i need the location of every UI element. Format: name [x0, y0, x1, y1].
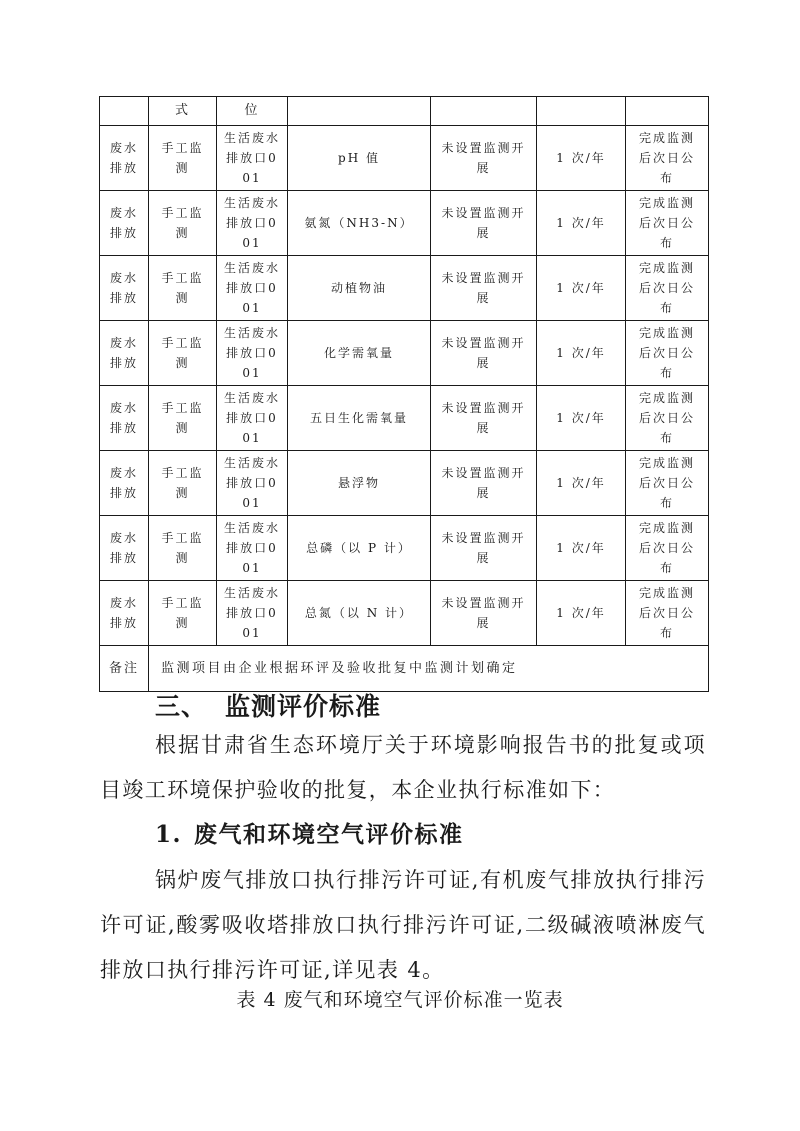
- category-cell: 废水排放: [100, 386, 149, 451]
- frequency-cell: 1 次/年: [537, 451, 626, 516]
- publish-cell: 完成监测后次日公布: [626, 451, 709, 516]
- publish-cell: 完成监测后次日公布: [626, 191, 709, 256]
- publish-cell: 完成监测后次日公布: [626, 516, 709, 581]
- indicator-cell: 化学需氧量: [288, 321, 431, 386]
- frequency-cell: 1 次/年: [537, 126, 626, 191]
- method-cell: 手工监测: [149, 451, 217, 516]
- status-cell: 未设置监测开展: [431, 256, 537, 321]
- table-header-cell: 位: [217, 97, 288, 126]
- indicator-cell: 氨氮（NH3-N）: [288, 191, 431, 256]
- status-cell: 未设置监测开展: [431, 451, 537, 516]
- frequency-cell: 1 次/年: [537, 516, 626, 581]
- table-row: [100, 321, 709, 386]
- point-cell: 生活废水排放口001: [217, 256, 288, 321]
- subsection-title: 废气和环境空气评价标准: [194, 821, 464, 848]
- status-cell: 未设置监测开展: [431, 516, 537, 581]
- method-cell: 手工监测: [149, 126, 217, 191]
- subsection-heading: [155, 819, 464, 851]
- category-cell: 废水排放: [100, 516, 149, 581]
- table-row: [100, 451, 709, 516]
- publish-cell: 完成监测后次日公布: [626, 321, 709, 386]
- status-cell: 未设置监测开展: [431, 126, 537, 191]
- method-cell: 手工监测: [149, 191, 217, 256]
- table-header-cell: [626, 97, 709, 126]
- frequency-cell: 1 次/年: [537, 191, 626, 256]
- point-cell: 生活废水排放口001: [217, 126, 288, 191]
- frequency-cell: 1 次/年: [537, 386, 626, 451]
- subsection-number: 1.: [155, 821, 183, 848]
- category-cell: 废水排放: [100, 581, 149, 646]
- status-cell: 未设置监测开展: [431, 191, 537, 256]
- status-cell: 未设置监测开展: [431, 321, 537, 386]
- point-cell: 生活废水排放口001: [217, 516, 288, 581]
- point-cell: 生活废水排放口001: [217, 321, 288, 386]
- table-row: [100, 581, 709, 646]
- publish-cell: 完成监测后次日公布: [626, 581, 709, 646]
- remark-label-cell: 备注: [100, 646, 149, 692]
- indicator-cell: 总氮（以 N 计）: [288, 581, 431, 646]
- indicator-cell: 悬浮物: [288, 451, 431, 516]
- frequency-cell: 1 次/年: [537, 256, 626, 321]
- table-row: [100, 256, 709, 321]
- indicator-cell: 总磷（以 P 计）: [288, 516, 431, 581]
- table-row: [100, 191, 709, 256]
- category-cell: 废水排放: [100, 191, 149, 256]
- category-cell: 废水排放: [100, 256, 149, 321]
- table-row: [100, 516, 709, 581]
- detail-paragraph: 锅炉废气排放口执行排污许可证,有机废气排放执行排污许可证,酸雾吸收塔排放口执行排污许可证,二级碱液喷淋废气排放口执行排污许可证,详见表 4。: [100, 868, 706, 982]
- table4-caption: 表 4 废气和环境空气评价标准一览表: [236, 989, 564, 1011]
- point-cell: 生活废水排放口001: [217, 451, 288, 516]
- indicator-cell: 五日生化需氧量: [288, 386, 431, 451]
- category-cell: 废水排放: [100, 321, 149, 386]
- point-cell: 生活废水排放口001: [217, 581, 288, 646]
- table-header-cell: [288, 97, 431, 126]
- table-header-row: [100, 97, 709, 126]
- section-number: 三、: [155, 692, 208, 721]
- method-cell: 手工监测: [149, 581, 217, 646]
- publish-cell: 完成监测后次日公布: [626, 386, 709, 451]
- table-header-cell: [100, 97, 149, 126]
- frequency-cell: 1 次/年: [537, 321, 626, 386]
- publish-cell: 完成监测后次日公布: [626, 256, 709, 321]
- point-cell: 生活废水排放口001: [217, 386, 288, 451]
- point-cell: 生活废水排放口001: [217, 191, 288, 256]
- frequency-cell: 1 次/年: [537, 581, 626, 646]
- category-cell: 废水排放: [100, 126, 149, 191]
- method-cell: 手工监测: [149, 516, 217, 581]
- publish-cell: 完成监测后次日公布: [626, 126, 709, 191]
- indicator-cell: pH 值: [288, 126, 431, 191]
- table-header-cell: [431, 97, 537, 126]
- section-heading: [155, 691, 381, 723]
- table-header-cell: 式: [149, 97, 217, 126]
- table-row: [100, 126, 709, 191]
- section-title: 监测评价标准: [225, 692, 382, 721]
- table-row: [100, 386, 709, 451]
- category-cell: 废水排放: [100, 451, 149, 516]
- method-cell: 手工监测: [149, 386, 217, 451]
- method-cell: 手工监测: [149, 321, 217, 386]
- status-cell: 未设置监测开展: [431, 386, 537, 451]
- monitoring-plan-table: [99, 96, 709, 692]
- status-cell: 未设置监测开展: [431, 581, 537, 646]
- method-cell: 手工监测: [149, 256, 217, 321]
- remark-row: [100, 646, 709, 692]
- table-header-cell: [537, 97, 626, 126]
- remark-text-cell: 监测项目由企业根据环评及验收批复中监测计划确定: [149, 646, 709, 692]
- indicator-cell: 动植物油: [288, 256, 431, 321]
- intro-paragraph: 根据甘肃省生态环境厅关于环境影响报告书的批复或项目竣工环境保护验收的批复，本企业执行标准如下：: [100, 733, 706, 802]
